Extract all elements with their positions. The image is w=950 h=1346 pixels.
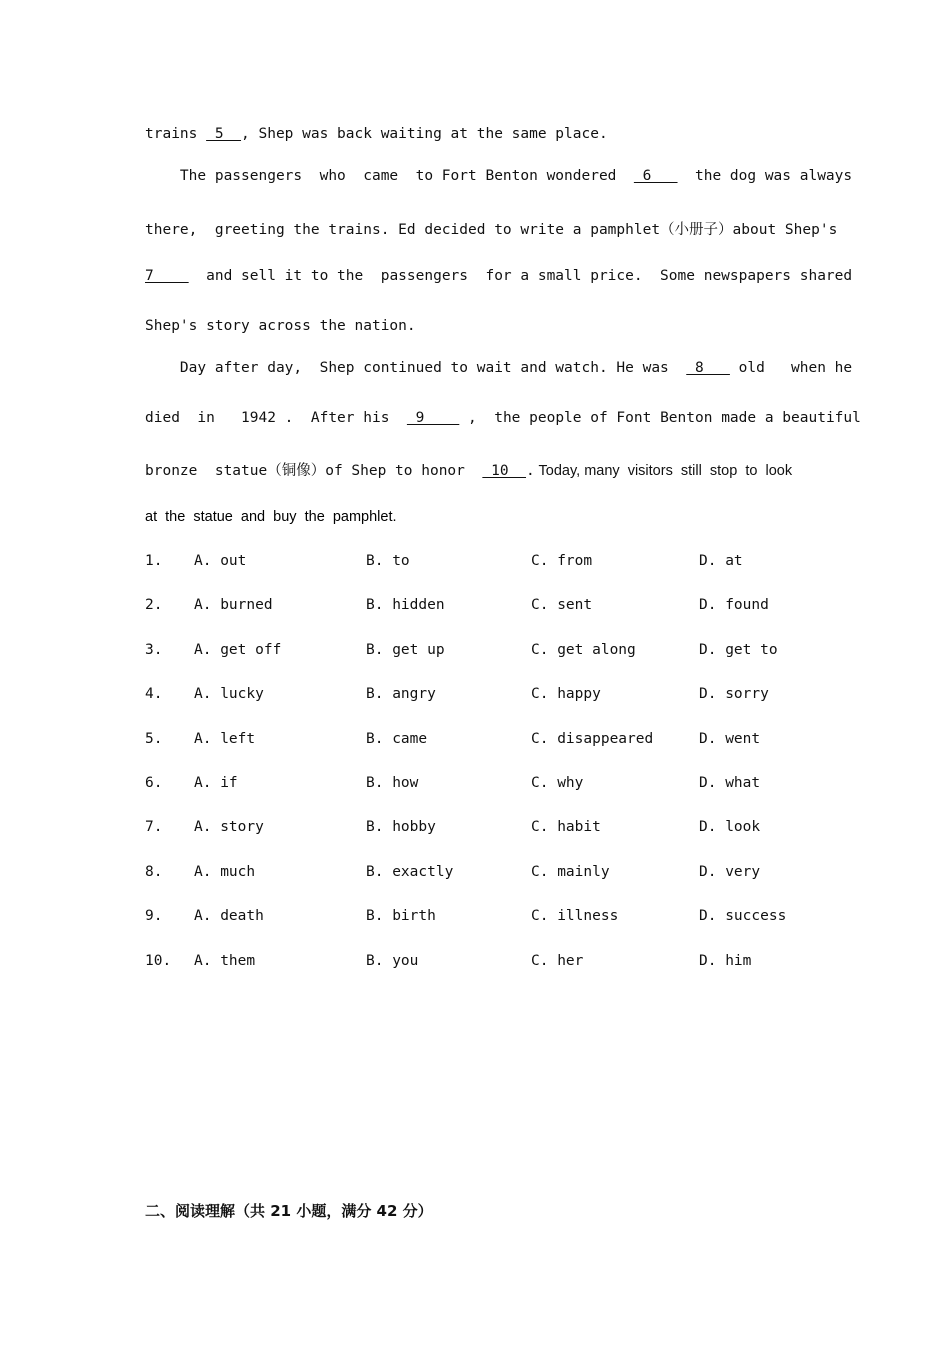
- option-c: C. from: [531, 553, 593, 569]
- option-a: A. left: [194, 730, 256, 747]
- passage-line-7: died in 1942 . After his 9 , the people of Font Benton made a beautiful: [145, 410, 861, 426]
- option-d: D. what: [699, 775, 761, 791]
- option-d: D. very: [699, 863, 761, 880]
- blank-7: 7: [145, 268, 189, 284]
- option-b: B. how: [366, 775, 419, 791]
- passage-line-1: trains 5 , Shep was back waiting at the same place.: [145, 126, 608, 142]
- option-d: D. sorry: [699, 686, 769, 703]
- option-d: D. success: [699, 908, 787, 925]
- option-d: D. get to: [699, 641, 778, 658]
- passage-line-3: there, greeting the trains. Ed decided to write a pamphlet（小册子）about Shep's: [145, 222, 838, 238]
- question-number: 3.: [145, 641, 163, 658]
- option-a: A. out: [194, 553, 247, 569]
- question-number: 10.: [145, 952, 172, 969]
- question-number: 6.: [145, 775, 163, 791]
- option-b: B. get up: [366, 641, 445, 658]
- question-number: 8.: [145, 863, 163, 880]
- blank-8: 8: [686, 360, 730, 376]
- option-a: A. burned: [194, 597, 273, 614]
- option-d: D. found: [699, 597, 769, 614]
- question-number: 4.: [145, 686, 163, 703]
- option-a: A. lucky: [194, 686, 264, 703]
- option-c: C. her: [531, 952, 584, 969]
- option-b: B. you: [366, 952, 419, 969]
- option-b: B. to: [366, 553, 410, 569]
- section-heading: 二、阅读理解（共 21 小题，满分 42 分）: [145, 1202, 433, 1220]
- question-number: 1.: [145, 553, 163, 569]
- option-b: B. hidden: [366, 597, 445, 614]
- option-b: B. birth: [366, 908, 436, 925]
- passage-line-2: The passengers who came to Fort Benton wondered 6 the dog was always: [145, 168, 853, 184]
- option-c: C. habit: [531, 819, 601, 836]
- option-c: C. disappeared: [531, 730, 654, 747]
- blank-9: 9: [406, 410, 460, 426]
- option-c: C. happy: [531, 686, 601, 703]
- option-c: C. mainly: [531, 863, 610, 880]
- question-number: 5.: [145, 730, 163, 747]
- option-a: A. them: [194, 952, 256, 969]
- passage-line-4: 7 and sell it to the passengers for a small price. Some newspapers shared: [145, 268, 853, 284]
- option-a: A. get off: [194, 641, 282, 658]
- option-b: B. came: [366, 730, 428, 747]
- passage-line-5: Shep's story across the nation.: [145, 318, 416, 334]
- option-d: D. went: [699, 730, 761, 747]
- option-c: C. get along: [531, 641, 636, 658]
- option-b: B. exactly: [366, 863, 454, 880]
- option-c: C. sent: [531, 597, 593, 614]
- question-number: 2.: [145, 597, 163, 614]
- blank-5: 5: [206, 126, 242, 142]
- blank-6: 6: [633, 168, 678, 184]
- passage-line-9: at the statue and buy the pamphlet.: [145, 509, 397, 525]
- option-c: C. why: [531, 775, 584, 791]
- option-d: D. at: [699, 553, 743, 569]
- option-c: C. illness: [531, 908, 619, 925]
- option-b: B. hobby: [366, 819, 436, 836]
- option-a: A. much: [194, 863, 256, 880]
- blank-10: 10: [482, 463, 527, 479]
- passage-line-8: bronze statue（铜像）of Shep to honor 10 . Today, many visitors still stop to look: [145, 463, 793, 479]
- option-b: B. angry: [366, 686, 436, 703]
- option-a: A. if: [194, 775, 238, 791]
- question-number: 7.: [145, 819, 163, 836]
- option-a: A. death: [194, 908, 264, 925]
- option-a: A. story: [194, 819, 264, 836]
- option-d: D. him: [699, 952, 752, 969]
- passage-line-6: Day after day, Shep continued to wait and watch. He was 8 old when he: [145, 360, 853, 376]
- option-d: D. look: [699, 819, 761, 836]
- question-number: 9.: [145, 908, 163, 925]
